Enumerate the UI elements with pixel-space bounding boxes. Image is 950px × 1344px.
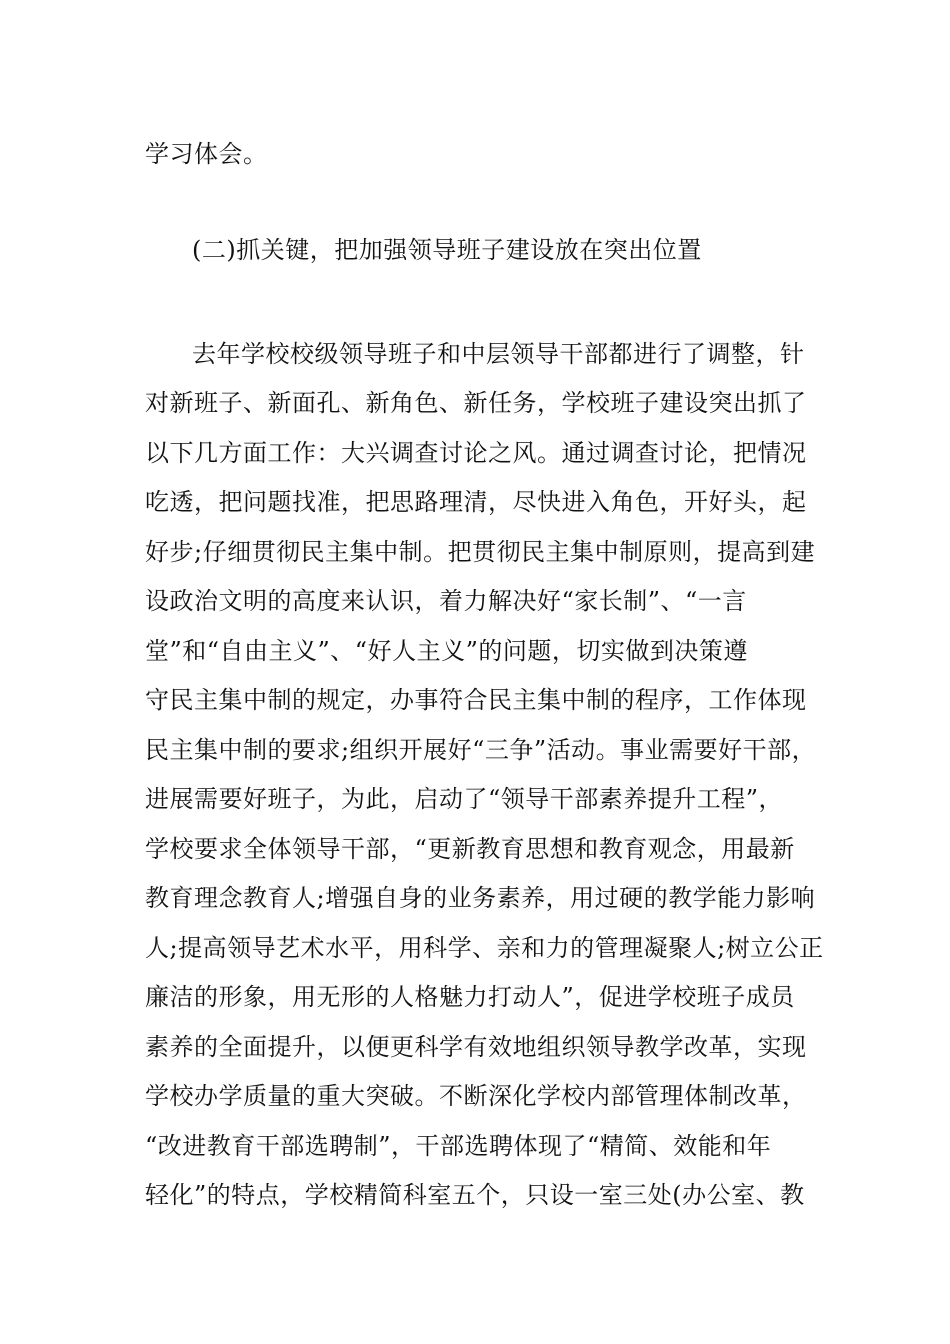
paragraph-line: 以下几方面工作：大兴调查讨论之风。通过调查讨论，把情况	[145, 439, 807, 467]
paragraph-line: 对新班子、新面孔、新角色、新任务，学校班子建设突出抓了	[145, 389, 807, 417]
paragraph-line: 进展需要好班子，为此，启动了“领导干部素养提升工程”，	[145, 785, 784, 813]
paragraph-line: “改进教育干部选聘制”，干部选聘体现了“精简、效能和年	[145, 1132, 772, 1160]
paragraph-line: 民主集中制的要求;组织开展好“三争”活动。事业需要好干部，	[145, 736, 817, 764]
continuation-line: 学习体会。	[145, 140, 268, 168]
paragraph-line: 吃透，把问题找准，把思路理清，尽快进入角色，开好头，起	[145, 488, 807, 516]
paragraph-line: 守民主集中制的规定，办事符合民主集中制的程序，工作体现	[145, 686, 807, 714]
paragraph-line: 学校要求全体领导干部，“更新教育思想和教育观念，用最新	[145, 835, 795, 863]
paragraph-line: 堂”和“自由主义”、“好人主义”的问题，切实做到决策遵	[145, 637, 748, 665]
paragraph-line: 廉洁的形象，用无形的人格魅力打动人”，促进学校班子成员	[145, 983, 795, 1011]
paragraph-line: 好步;仔细贯彻民主集中制。把贯彻民主集中制原则，提高到建	[145, 538, 816, 566]
section-heading: (二)抓关键，把加强领导班子建设放在突出位置	[192, 236, 702, 264]
paragraph-line: 素养的全面提升，以便更科学有效地组织领导教学改革，实现	[145, 1033, 807, 1061]
paragraph-line: 轻化”的特点，学校精简科室五个，只设一室三处(办公室、教	[145, 1181, 805, 1209]
paragraph-line: 学校办学质量的重大突破。不断深化学校内部管理体制改革，	[145, 1082, 807, 1110]
paragraph-line: 去年学校校级领导班子和中层领导干部都进行了调整，针	[192, 340, 805, 368]
paragraph-line: 人;提高领导艺术水平，用科学、亲和力的管理凝聚人;树立公正	[145, 934, 824, 962]
paragraph-line: 教育理念教育人;增强自身的业务素养，用过硬的教学能力影响	[145, 884, 816, 912]
paragraph-line: 设政治文明的高度来认识，着力解决好“家长制”、“一言	[145, 587, 747, 615]
